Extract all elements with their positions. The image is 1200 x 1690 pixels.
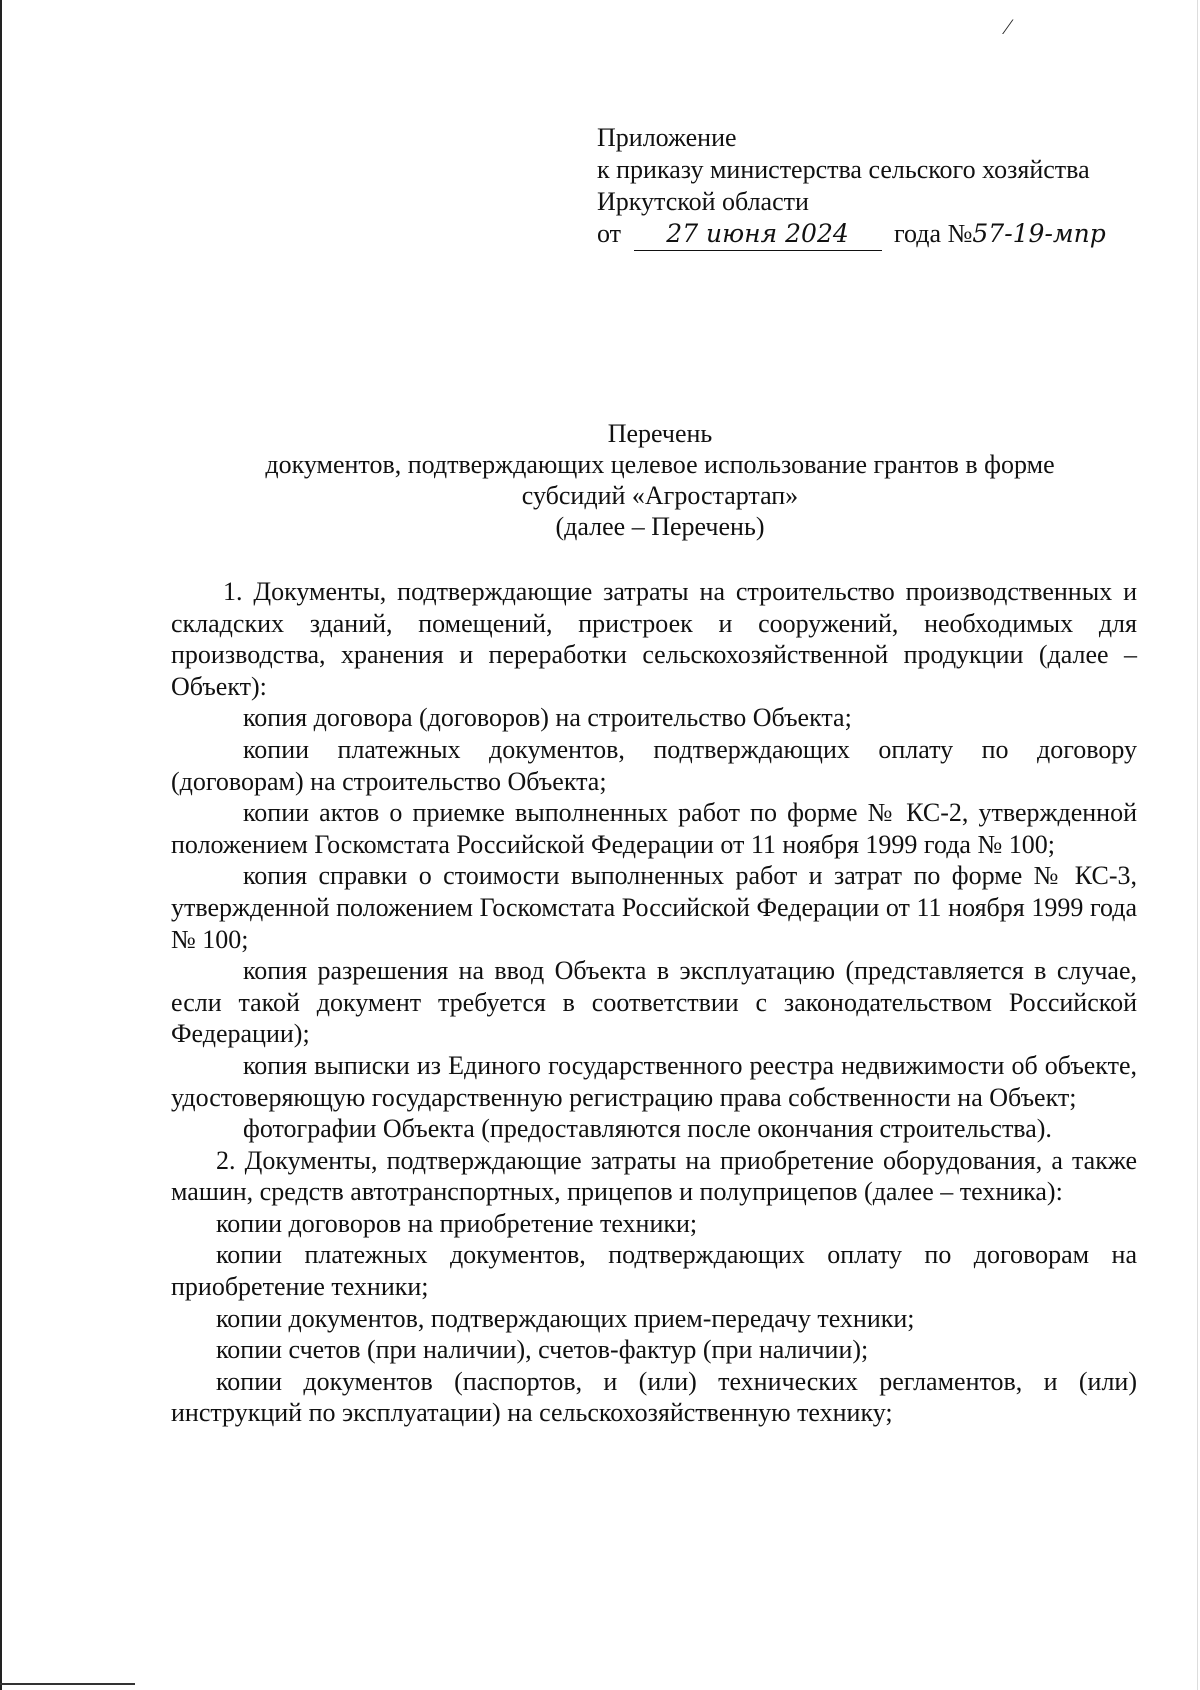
list-item: копия выписки из Единого государственного реестра недвижимости об объекте, удостоверяющую государственную регистрацию права собственности на Объект; <box>171 1050 1137 1112</box>
title-line-4: (далее – Перечень) <box>555 512 765 541</box>
list-item: фотографии Объекта (предоставляются после окончания строительства). <box>243 1114 1052 1144</box>
appendix-order-ref: к приказу министерства сельского хозяйства <box>597 155 1090 184</box>
from-label: от <box>597 219 622 248</box>
appendix-region: Иркутской области <box>597 187 809 216</box>
list-item: копии документов (паспортов, и (или) технических регламентов, и (или) инструкций по эксплуатации) на сельскохозяйственную технику; <box>171 1366 1137 1428</box>
section-2-heading: 2. Документы, подтверждающие затраты на приобретение оборудования, а также машин, средств автотранспортных, прицепов и полуприцепов (далее – техника): <box>171 1145 1137 1207</box>
number-label: № <box>947 219 973 248</box>
list-item: копии платежных документов, подтверждающих оплату по договору (договорам) на строительство Объекта; <box>171 734 1137 796</box>
year-label: года <box>894 219 942 248</box>
appendix-title: Приложение <box>597 123 737 152</box>
document-title <box>160 418 1160 542</box>
list-item: копии договоров на приобретение техники; <box>216 1208 698 1238</box>
document-body <box>171 576 1137 1429</box>
handwritten-number: 57-19-мпр <box>972 219 1106 248</box>
section-1-heading: 1. Документы, подтверждающие затраты на строительство производственных и складских зданий, помещений, пристроек и сооружений, необходимых для производства, хранения и переработки сельскохозяйственной продукции (далее – Объект): <box>171 577 1137 701</box>
title-line-2: документов, подтверждающих целевое использование грантов в форме <box>265 450 1055 479</box>
title-line-1: Перечень <box>607 419 713 448</box>
list-item: копия справки о стоимости выполненных работ и затрат по форме № КС-3, утвержденной положением Госкомстата Российской Федерации от 11 ноября 1999 года № 100; <box>171 861 1137 954</box>
appendix-header <box>597 122 1157 251</box>
scan-edge-right <box>1197 0 1198 1690</box>
list-item: копии счетов (при наличии), счетов-фактур (при наличии); <box>216 1335 869 1365</box>
handwritten-date: 27 июня 2024 <box>634 218 882 251</box>
list-item: копия договора (договоров) на строительство Объекта; <box>243 703 852 733</box>
appendix-date-line <box>597 218 1157 251</box>
scan-edge-bottom <box>0 1683 135 1685</box>
list-item: копии платежных документов, подтверждающих оплату по договорам на приобретение техники; <box>171 1240 1137 1302</box>
list-item: копия разрешения на ввод Объекта в эксплуатацию (представляется в случае, если такой документ требуется в соответствии с законодательством Российской Федерации); <box>171 956 1137 1049</box>
tick-mark: ⁄ <box>1006 14 1010 39</box>
scan-edge-left <box>0 0 2 1690</box>
list-item: копии актов о приемке выполненных работ по форме № КС-2, утвержденной положением Госкомстата Российской Федерации от 11 ноября 1999 года № 100; <box>171 798 1137 859</box>
title-line-3: субсидий «Агростартап» <box>521 481 799 510</box>
list-item: копии документов, подтверждающих прием-передачу техники; <box>216 1303 915 1333</box>
